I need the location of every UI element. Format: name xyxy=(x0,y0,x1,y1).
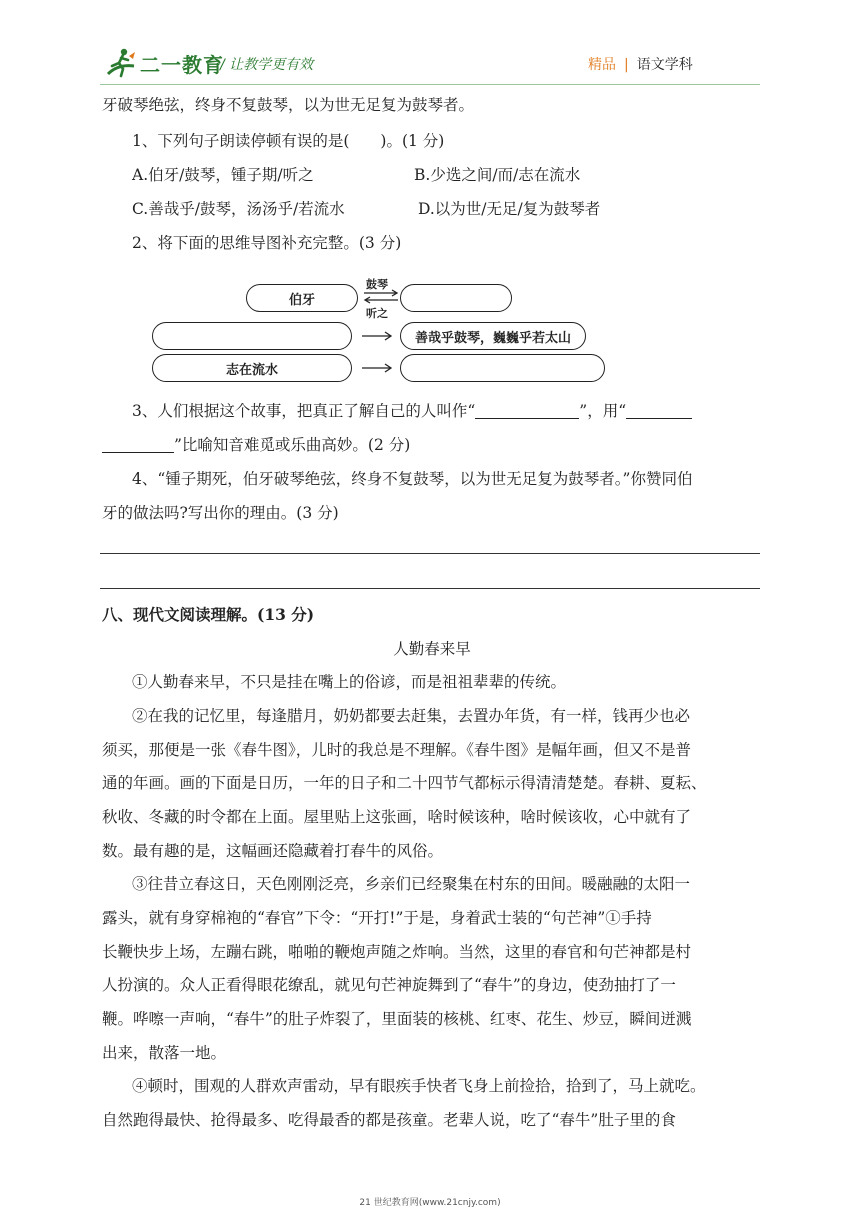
arrow-right-icon xyxy=(360,330,394,342)
label-tingzhi: 听之 xyxy=(366,307,388,320)
mindmap-box-blank-1 xyxy=(400,284,512,312)
slogan: / 让教学更有效 xyxy=(220,57,314,73)
paragraph-line: 秋收、冬藏的时令都在上面。屋里贴上这张画，啥时候该种，啥时候该收，心中就有了 xyxy=(102,808,692,826)
answer-line[interactable] xyxy=(100,588,760,589)
question-3 xyxy=(132,400,762,422)
badge-separator: | xyxy=(624,57,629,73)
label-guqin: 鼓琴 xyxy=(366,278,388,291)
page-footer: 21 世纪教育网(www.21cnjy.com) xyxy=(359,1198,501,1208)
mind-map-diagram xyxy=(150,276,620,386)
mindmap-box-zhizai: 志在流水 xyxy=(152,354,352,382)
logo-text: 二一教育 xyxy=(140,52,224,77)
subject-badge xyxy=(588,54,693,74)
paragraph-line: ①人勤春来早，不只是挂在嘴上的俗谚，而是祖祖辈辈的传统。 xyxy=(132,673,567,691)
double-arrow-icon xyxy=(362,288,400,306)
question-4: 4、“锺子期死，伯牙破琴绝弦，终身不复鼓琴，以为世无足复为鼓琴者。”你赞同伯 xyxy=(132,470,693,488)
paragraph-line: 自然跑得最快、抢得最多、吃得最香的都是孩童。老辈人说，吃了“春牛”肚子里的食 xyxy=(102,1111,676,1129)
runner-logo-icon xyxy=(104,46,138,80)
paragraph-line: ④顿时，围观的人群欢声雷动，早有眼疾手快者飞身上前捡拾，拾到了，马上就吃。 xyxy=(132,1077,706,1095)
question-3-part-2: ”，用“ xyxy=(579,402,627,420)
paragraph-line: 出来，散落一地。 xyxy=(102,1044,227,1062)
question-1: 1、下列句子朗读停顿有误的是( )。(1 分) xyxy=(132,132,445,150)
paragraph-line: 数。最有趣的是，这幅画还隐藏着打春牛的风俗。 xyxy=(102,842,444,860)
paragraph-line: 长鞭快步上场，左蹦右跳，啪啪的鞭炮声随之炸响。当然，这里的春官和句芒神都是村 xyxy=(102,943,692,961)
option-b: B.少选之间/而/志在流水 xyxy=(414,166,581,184)
mindmap-box-boya: 伯牙 xyxy=(246,284,358,312)
paragraph-line: ②在我的记忆里，每逢腊月，奶奶都要去赶集，去置办年货，有一样，钱再少也必 xyxy=(132,707,691,725)
answer-blank[interactable] xyxy=(475,402,579,419)
answer-blank[interactable] xyxy=(102,436,174,453)
question-4-cont: 牙的做法吗?写出你的理由。(3 分) xyxy=(102,504,339,522)
paragraph-line: 通的年画。画的下面是日历，一年的日子和二十四节气都标示得清清楚楚。春耕、夏耘、 xyxy=(102,774,707,792)
brand-logo xyxy=(104,46,224,80)
answer-blank[interactable] xyxy=(626,402,692,419)
mindmap-box-shanzai: 善哉乎鼓琴，巍巍乎若太山 xyxy=(400,322,586,350)
paragraph-line: 露头，就有身穿棉袍的“春官”下令：“开打!”于是，身着武士装的“句芒神”①手持 xyxy=(102,909,652,927)
question-3-cont xyxy=(102,434,762,456)
article-title: 人勤春来早 xyxy=(393,640,471,658)
answer-line[interactable] xyxy=(100,553,760,554)
paragraph-line: ③往昔立春这日，天色刚刚泛亮，乡亲们已经聚集在村东的田间。暖融融的太阳一 xyxy=(132,875,691,893)
question-3-part-1: 3、人们根据这个故事，把真正了解自己的人叫作“ xyxy=(132,402,476,420)
question-2: 2、将下面的思维导图补充完整。(3 分) xyxy=(132,234,402,252)
option-c: C.善哉乎/鼓琴，汤汤乎/若流水 xyxy=(132,200,345,218)
text-line: 牙破琴绝弦，终身不复鼓琴，以为世无足复为鼓琴者。 xyxy=(102,96,475,114)
paragraph-line: 须买，那便是一张《春牛图》，儿时的我总是不理解。《春牛图》是幅年画，但又不是普 xyxy=(102,741,692,759)
badge-premium: 精品 xyxy=(588,57,616,73)
option-d: D.以为世/无足/复为鼓琴者 xyxy=(418,200,601,218)
header-divider xyxy=(100,84,760,85)
paragraph-line: 人扮演的。众人正看得眼花缭乱，就见句芒神旋舞到了“春牛”的身边，使劲抽打了一 xyxy=(102,976,676,994)
question-3-part-3: ”比喻知音难觅或乐曲高妙。(2 分) xyxy=(174,436,411,454)
paragraph-line: 鞭。哗嚓一声响，“春牛”的肚子炸裂了，里面装的核桃、红枣、花生、炒豆，瞬间迸溅 xyxy=(102,1010,692,1028)
arrow-right-icon xyxy=(360,362,394,374)
mindmap-box-blank-2 xyxy=(152,322,352,350)
section-8-heading: 八、现代文阅读理解。(13 分) xyxy=(102,605,315,624)
option-a: A.伯牙/鼓琴，锺子期/听之 xyxy=(132,166,314,184)
page-header xyxy=(0,0,860,86)
badge-subject: 语文学科 xyxy=(636,57,693,73)
mindmap-box-blank-3 xyxy=(400,354,605,382)
